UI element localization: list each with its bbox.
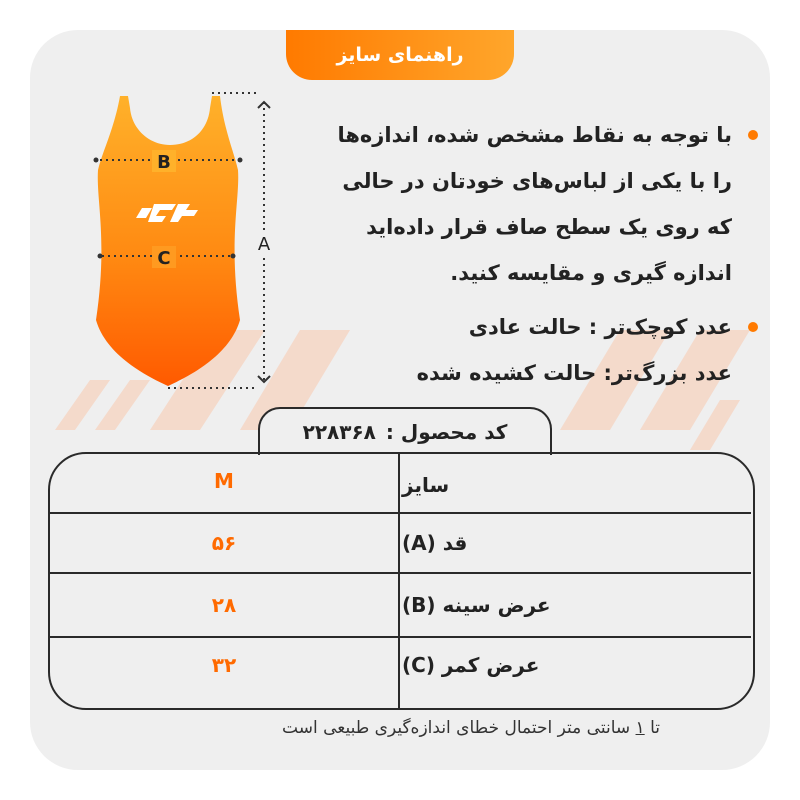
footnote-number: ۱ (635, 718, 645, 738)
instructions-list (300, 112, 760, 396)
marker-c-label: C (157, 248, 171, 269)
instruction-item (300, 112, 760, 296)
footnote-suffix: سانتی متر احتمال خطای اندازه‌گیری طبیعی است (282, 718, 636, 738)
product-code (258, 407, 552, 455)
table-row-label: عرض سینه (B) (402, 593, 551, 617)
page-title: راهنمای سایز (286, 30, 514, 80)
table-divider (50, 572, 751, 574)
instruction-line: را با یکی از لباس‌های خودتان در حالی (342, 169, 732, 193)
instruction-line: با توجه به نقاط مشخص شده، اندازه‌ها (337, 123, 732, 147)
product-code-label: کد محصول : (385, 420, 508, 444)
instruction-item (300, 304, 760, 396)
marker-a-label: A (257, 234, 271, 255)
table-header-label: سایز (402, 473, 450, 497)
instruction-line: عدد کوچک‌تر : حالت عادی (468, 315, 732, 339)
instruction-line: اندازه گیری و مقایسه کنید. (450, 261, 732, 285)
instruction-line: که روی یک سطح صاف قرار داده‌اید (366, 215, 732, 239)
product-code-value: ۲۲۸۳۶۸ (302, 420, 376, 444)
swimsuit-shape (96, 96, 240, 386)
table-row-value: ۳۲ (211, 653, 237, 677)
table-row-value: ۲۸ (211, 593, 237, 617)
marker-b-label: B (157, 152, 171, 173)
bullet-icon (748, 322, 758, 332)
table-row-label: قد (A) (402, 531, 468, 555)
table-row-label: عرض کمر (C) (402, 653, 540, 677)
table-row-value: ۵۶ (211, 531, 237, 555)
bullet-icon (748, 130, 758, 140)
measurement-tolerance-note (100, 718, 660, 738)
table-header-value: M (214, 469, 234, 493)
instruction-line: عدد بزرگ‌تر: حالت کشیده شده (416, 361, 732, 385)
swimsuit-diagram (90, 90, 290, 400)
footnote-prefix: تا (644, 718, 660, 738)
